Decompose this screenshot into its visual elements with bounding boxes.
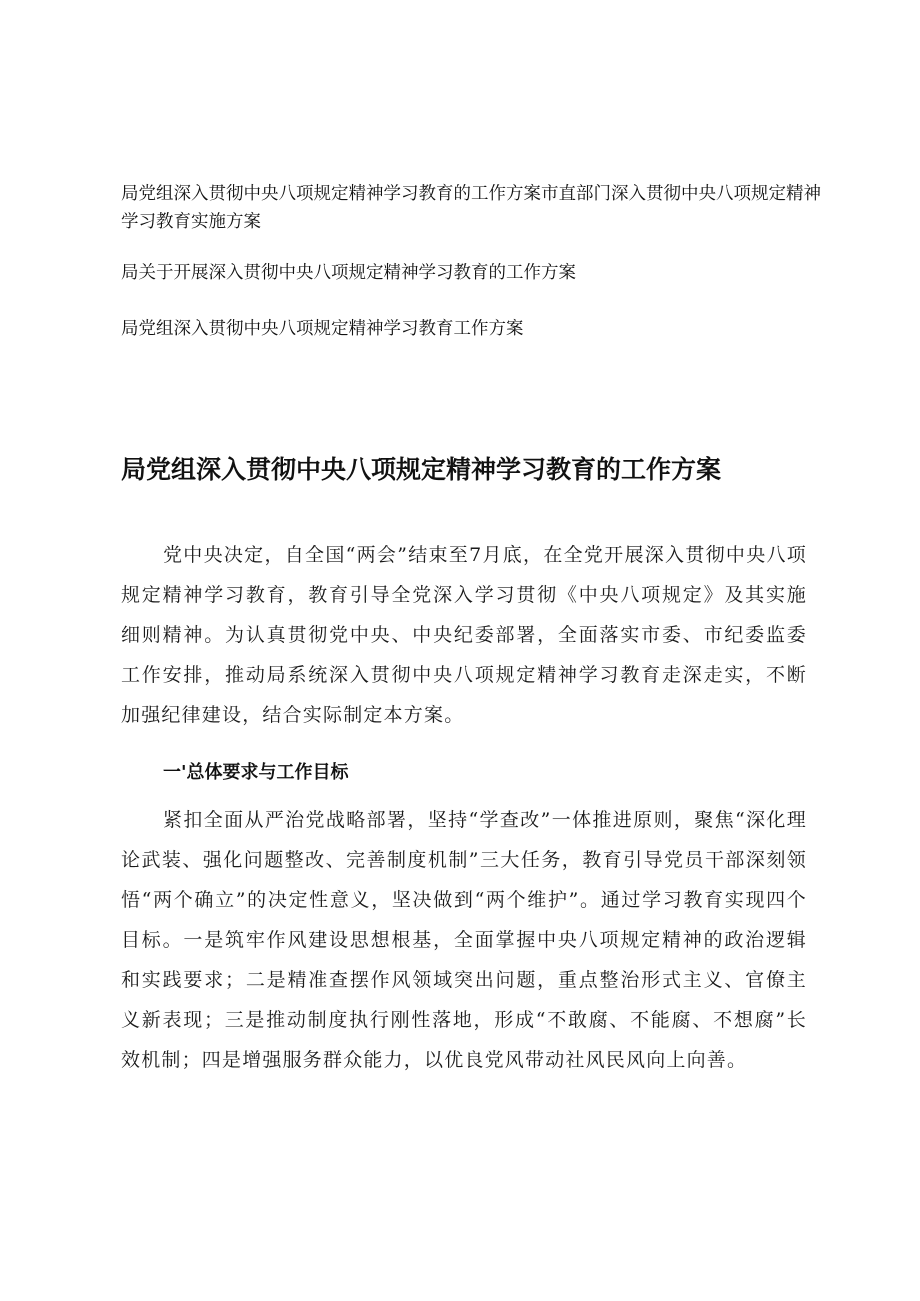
section-paragraph: 紧扣全面从严治党战略部署，坚持“学查改”一体推进原则，聚焦“深化理论武装、强化问题整改、完善制度机制”三大任务，教育引导党员干部深刻领悟“两个确立”的决定性意义，坚决做到“两个维护”。通过学习教育实现四个目标。一是筑牢作风建设思想根基，全面掌握中央八项规定精神的政治逻辑和实践要求；二是精准查摆作风领域突出问题，重点整治形式主义、官僚主义新表现；三是推动制度执行刚性落地，形成“不敢腐、不能腐、不想腐”长效机制；四是增强服务群众能力，以优良党风带动社风民风向上向善。 xyxy=(121,809,807,1071)
toc-item: 局党组深入贯彻中央八项规定精神学习教育工作方案 xyxy=(121,319,524,339)
intro-paragraph: 党中央决定，自全国“两会”结束至7月底，在全党开展深入贯彻中央八项规定精神学习教育，教育引导全党深入学习贯彻《中央八项规定》及其实施细则精神。为认真贯彻党中央、中央纪委部署，全面落实市委、市纪委监委工作安排，推动局系统深入贯彻中央八项规定精神学习教育走深走实，不断加强纪律建设，结合实际制定本方案。 xyxy=(121,544,807,726)
toc-item: 局关于开展深入贯彻中央八项规定精神学习教育的工作方案 xyxy=(121,263,576,283)
toc-item: 局党组深入贯彻中央八项规定精神学习教育的工作方案市直部门深入贯彻中央八项规定精神学习教育实施方案 xyxy=(121,184,821,232)
document-title: 局党组深入贯彻中央八项规定精神学习教育的工作方案 xyxy=(121,455,722,484)
table-of-contents xyxy=(121,180,821,343)
section-heading: 一'总体要求与工作目标 xyxy=(163,762,349,783)
